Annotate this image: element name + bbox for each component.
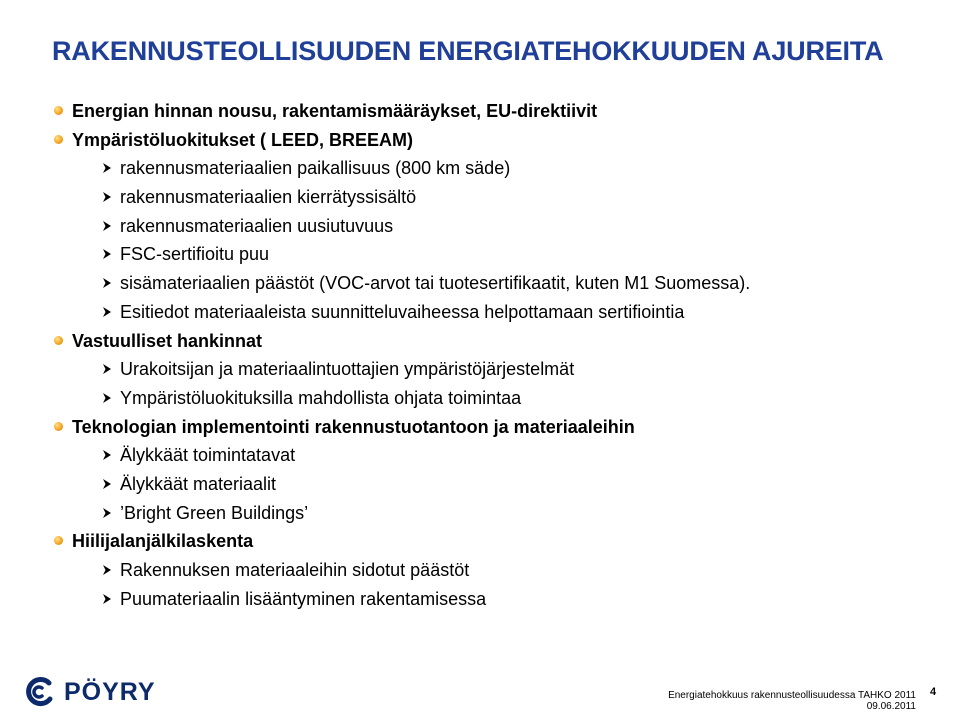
bullet-text: rakennusmateriaalien kierrätyssisältö [120,187,417,208]
bullet-text: FSC-sertifioitu puu [120,244,270,265]
bullet-text: Puumateriaalin lisääntyminen rakentamisessa [120,588,487,609]
sub-bullet-item [52,499,932,528]
bullet-list [52,97,932,613]
sub-bullet-item [52,585,932,614]
sub-bullet-item [52,154,932,183]
bullet-item [52,126,932,155]
arrowhead-icon [101,191,113,203]
footer-info [668,690,916,712]
bullet-text: Rakennuksen materiaaleihin sidotut päästöt [120,560,470,580]
bullet-text: Energian hinnan nousu, rakentamismääräykset, EU-direktiivit [72,101,598,121]
arrowhead-icon [101,449,113,461]
bullet-text: Ympäristöluokituksilla mahdollista ohjata toimintaa [120,387,522,408]
bullet-text: Älykkäät toimintatavat [120,445,296,466]
bullet-text: sisämateriaalien päästöt (VOC-arvot tai tuotesertifikaatit, kuten M1 Suomessa). [120,273,751,294]
bullet-text: ’Bright Green Buildings’ [120,502,309,523]
bullet-item [52,527,932,556]
sub-bullet-item [52,441,932,470]
orange-dot-icon [54,336,63,345]
sub-bullet-item [52,240,932,269]
bullet-text: Teknologian implementointi rakennustuotantoon ja materiaaleihin [72,416,635,437]
page-number: 4 [930,686,937,698]
slide-title: RAKENNUSTEOLLISUUDEN ENERGIATEHOKKUUDEN AJUREITA [52,36,884,66]
arrowhead-icon [101,220,113,232]
arrowhead-icon [101,478,113,490]
sub-bullet-item [52,470,932,499]
arrowhead-icon [101,248,113,260]
sub-bullet-item [52,212,932,241]
bullet-text: Urakoitsijan ja materiaalintuottajien ympäristöjärjestelmät [120,359,575,380]
bullet-text: Hiilijalanjälkilaskenta [72,531,254,552]
arrowhead-icon [101,564,113,576]
sub-bullet-item [52,183,932,212]
bullet-text: Ympäristöluokitukset ( LEED, BREEAM) [72,129,414,150]
arrowhead-icon [101,162,113,174]
presentation-date: 09.06.2011 [866,701,916,712]
arrowhead-icon [101,593,113,605]
bullet-text: rakennusmateriaalien uusiutuvuus [120,215,394,236]
arrowhead-icon [101,363,113,375]
orange-dot-icon [54,422,63,431]
orange-dot-icon [54,106,63,115]
logo-wordmark: PÖYRY [64,678,156,706]
bullet-item [52,413,932,442]
sub-bullet-item [52,355,932,384]
bullet-text: Älykkäät materiaalit [120,473,277,494]
sub-bullet-item [52,269,932,298]
arrowhead-icon [101,277,113,289]
poyry-logo-icon [20,677,58,707]
bullet-text: Esitiedot materiaaleista suunnitteluvaiheessa helpottamaan sertifiointia [120,301,685,322]
bullet-item [52,327,932,356]
arrowhead-icon [101,507,113,519]
orange-dot-icon [54,536,63,545]
sub-bullet-item [52,384,932,413]
presentation-title: Energiatehokkuus rakennusteollisuudessa TAHKO 2011 [668,690,916,701]
arrowhead-icon [101,392,113,404]
sub-bullet-item [52,556,932,585]
bullet-item [52,97,932,126]
orange-dot-icon [54,135,63,144]
sub-bullet-item [52,298,932,327]
arrowhead-icon [101,306,113,318]
bullet-text: Vastuulliset hankinnat [72,330,263,351]
bullet-text: rakennusmateriaalien paikallisuus (800 km säde) [120,158,511,179]
